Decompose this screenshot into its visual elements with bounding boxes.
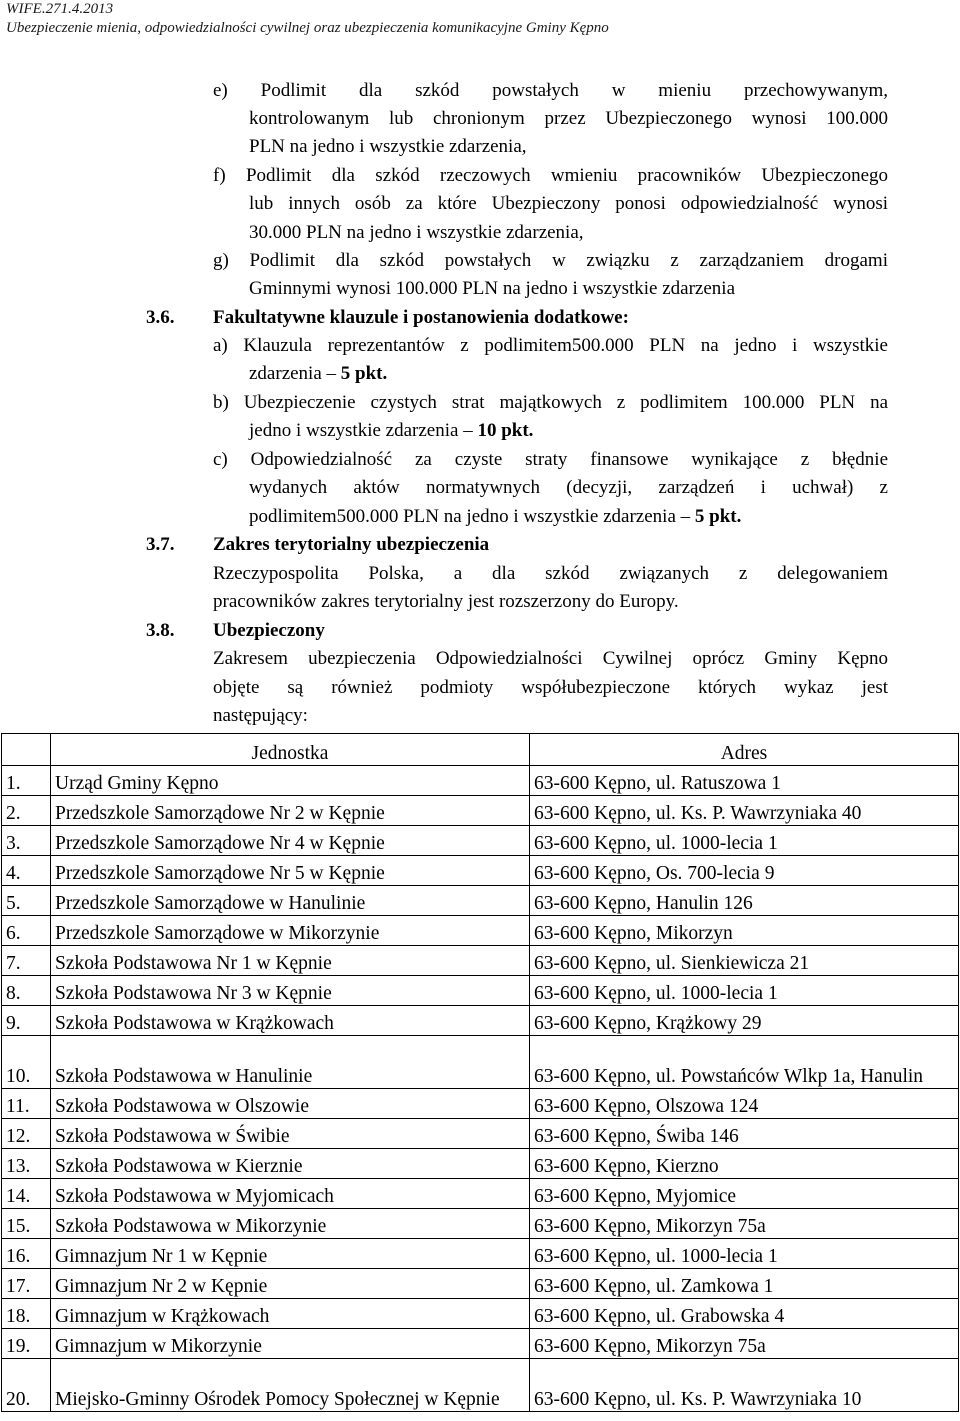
row-unit: Przedszkole Samorządowe Nr 2 w Kępnie [51,796,530,826]
table-row [2,1149,959,1179]
row-number: 15. [2,1209,51,1239]
clause-c-line2: wydanych aktów normatywnych (decyzji, zarządzeń i uchwał) z [249,477,888,498]
row-number: 11. [2,1089,51,1119]
item-f-line1: f) Podlimit dla szkód rzeczowych wmieniu pracowników Ubezpieczonego [213,165,888,186]
row-number: 6. [2,916,51,946]
row-unit: Szkoła Podstawowa w Olszowie [51,1089,530,1119]
table-row [2,1119,959,1149]
item-e-line3: PLN na jedno i wszystkie zdarzenia, [249,136,527,157]
clause-b-line2: jedno i wszystkie zdarzenia – 10 pkt. [249,420,534,441]
item-e-line1: e) Podlimit dla szkód powstałych w mieniu przechowywanym, [213,80,888,101]
clause-a-line2: zdarzenia – 5 pkt. [249,363,388,384]
section-3-7-title: Zakres terytorialny ubezpieczenia [213,534,490,555]
header-unit-cell: Jednostka [51,734,530,766]
row-address: 63-600 Kępno, Os. 700-lecia 9 [530,856,959,886]
insured-units-table [1,733,959,1412]
table-row [2,946,959,976]
clause-c-line3: podlimitem500.000 PLN na jedno i wszystkie zdarzenia – 5 pkt. [249,506,742,527]
row-address: 63-600 Kępno, Mikorzyn [530,916,959,946]
clause-c-line1: c) Odpowiedzialność za czyste straty finansowe wynikające z błędnie [213,449,888,470]
item-g-line1: g) Podlimit dla szkód powstałych w związku z zarządzaniem drogami [213,250,888,271]
table-row [2,766,959,796]
row-address: 63-600 Kępno, ul. 1000-lecia 1 [530,1239,959,1269]
table-row [2,1036,959,1089]
table-header-row [2,734,959,766]
row-number: 13. [2,1149,51,1179]
row-number: 5. [2,886,51,916]
section-3-7-line1: Rzeczypospolita Polska, a dla szkód związanych z delegowaniem [213,563,888,584]
table-row [2,1359,959,1412]
clause-a-points: 5 pkt. [340,363,388,384]
row-address: 63-600 Kępno, Myjomice [530,1179,959,1209]
row-address: 63-600 Kępno, Mikorzyn 75a [530,1209,959,1239]
row-address: 63-600 Kępno, Kierzno [530,1149,959,1179]
clause-c-points: 5 pkt. [694,506,742,527]
row-number: 17. [2,1269,51,1299]
document-reference: WIFE.271.4.2013 [6,1,114,17]
section-3-7-line2: pracowników zakres terytorialny jest rozszerzony do Europy. [213,591,679,612]
item-f-line3: 30.000 PLN na jedno i wszystkie zdarzenia, [249,222,584,243]
row-unit: Szkoła Podstawowa w Hanulinie [51,1036,530,1089]
document-subtitle: Ubezpieczenie mienia, odpowiedzialności cywilnej oraz ubezpieczenia komunikacyjne Gminy Kępno [6,20,609,36]
row-number: 14. [2,1179,51,1209]
section-3-6-number: 3.6. [146,307,175,328]
row-address: 63-600 Kępno, ul. 1000-lecia 1 [530,826,959,856]
section-3-7-number: 3.7. [146,534,175,555]
row-unit: Szkoła Podstawowa w Kierznie [51,1149,530,1179]
row-address: 63-600 Kępno, ul. Ratuszowa 1 [530,766,959,796]
item-f-line2: lub innych osób za które Ubezpieczony ponosi odpowiedzialność wynosi [249,193,888,214]
row-unit: Gimnazjum Nr 2 w Kępnie [51,1269,530,1299]
row-number: 1. [2,766,51,796]
table-row [2,856,959,886]
row-unit: Przedszkole Samorządowe w Mikorzynie [51,916,530,946]
item-e-line2: kontrolowanym lub chronionym przez Ubezpieczonego wynosi 100.000 [249,108,888,129]
row-unit: Szkoła Podstawowa Nr 1 w Kępnie [51,946,530,976]
row-number: 3. [2,826,51,856]
table-row [2,976,959,1006]
row-address: 63-600 Kępno, Świba 146 [530,1119,959,1149]
table-row [2,1089,959,1119]
clause-b-points: 10 pkt. [477,420,534,441]
row-number: 2. [2,796,51,826]
row-address: 63-600 Kępno, Hanulin 126 [530,886,959,916]
row-number: 12. [2,1119,51,1149]
table-row [2,796,959,826]
table-row [2,1006,959,1036]
row-unit: Szkoła Podstawowa w Świbie [51,1119,530,1149]
row-number: 16. [2,1239,51,1269]
table-row [2,916,959,946]
row-address: 63-600 Kępno, ul. 1000-lecia 1 [530,976,959,1006]
row-number: 10. [2,1036,51,1089]
section-3-8-number: 3.8. [146,620,175,641]
row-address: 63-600 Kępno, ul. Ks. P. Wawrzyniaka 10 [530,1359,959,1412]
row-unit: Przedszkole Samorządowe w Hanulinie [51,886,530,916]
row-unit: Szkoła Podstawowa w Mikorzynie [51,1209,530,1239]
section-3-6-title: Fakultatywne klauzule i postanowienia dodatkowe: [213,307,629,328]
table-row [2,826,959,856]
clause-a-line1: a) Klauzula reprezentantów z podlimitem500.000 PLN na jedno i wszystkie [213,335,888,356]
section-3-8-title: Ubezpieczony [213,620,325,641]
row-address: 63-600 Kępno, Mikorzyn 75a [530,1329,959,1359]
row-unit: Gimnazjum w Mikorzynie [51,1329,530,1359]
document-header [6,0,609,38]
table-row [2,1269,959,1299]
row-unit: Urząd Gminy Kępno [51,766,530,796]
row-unit: Przedszkole Samorządowe Nr 4 w Kępnie [51,826,530,856]
row-number: 20. [2,1359,51,1412]
row-number: 18. [2,1299,51,1329]
row-number: 8. [2,976,51,1006]
row-unit: Przedszkole Samorządowe Nr 5 w Kępnie [51,856,530,886]
row-address: 63-600 Kępno, ul. Ks. P. Wawrzyniaka 40 [530,796,959,826]
table-row [2,886,959,916]
row-number: 4. [2,856,51,886]
row-unit: Miejsko-Gminny Ośrodek Pomocy Społecznej w Kępnie [51,1359,530,1412]
item-g-line2: Gminnymi wynosi 100.000 PLN na jedno i wszystkie zdarzenia [249,278,736,299]
row-address: 63-600 Kępno, ul. Zamkowa 1 [530,1269,959,1299]
row-address: 63-600 Kępno, ul. Grabowska 4 [530,1299,959,1329]
table-row [2,1329,959,1359]
header-address-cell: Adres [530,734,959,766]
header-number-cell [2,734,51,766]
table-row [2,1239,959,1269]
row-unit: Gimnazjum w Krążkowach [51,1299,530,1329]
table-row [2,1299,959,1329]
row-unit: Szkoła Podstawowa w Myjomicach [51,1179,530,1209]
clause-b-line1: b) Ubezpieczenie czystych strat majątkowych z podlimitem 100.000 PLN na [213,392,888,413]
row-address: 63-600 Kępno, ul. Powstańców Wlkp 1a, Hanulin [530,1036,959,1089]
row-address: 63-600 Kępno, ul. Sienkiewicza 21 [530,946,959,976]
row-address: 63-600 Kępno, Krążkowy 29 [530,1006,959,1036]
row-unit: Szkoła Podstawowa w Krążkowach [51,1006,530,1036]
row-number: 19. [2,1329,51,1359]
section-3-8-line1: Zakresem ubezpieczenia Odpowiedzialności Cywilnej oprócz Gminy Kępno [213,648,888,669]
section-3-8-line2: objęte są również podmioty współubezpieczone których wykaz jest [213,677,888,698]
section-3-8-line3: następujący: [213,705,308,726]
row-unit: Gimnazjum Nr 1 w Kępnie [51,1239,530,1269]
row-number: 7. [2,946,51,976]
row-number: 9. [2,1006,51,1036]
table-row [2,1209,959,1239]
table-row [2,1179,959,1209]
row-address: 63-600 Kępno, Olszowa 124 [530,1089,959,1119]
row-unit: Szkoła Podstawowa Nr 3 w Kępnie [51,976,530,1006]
